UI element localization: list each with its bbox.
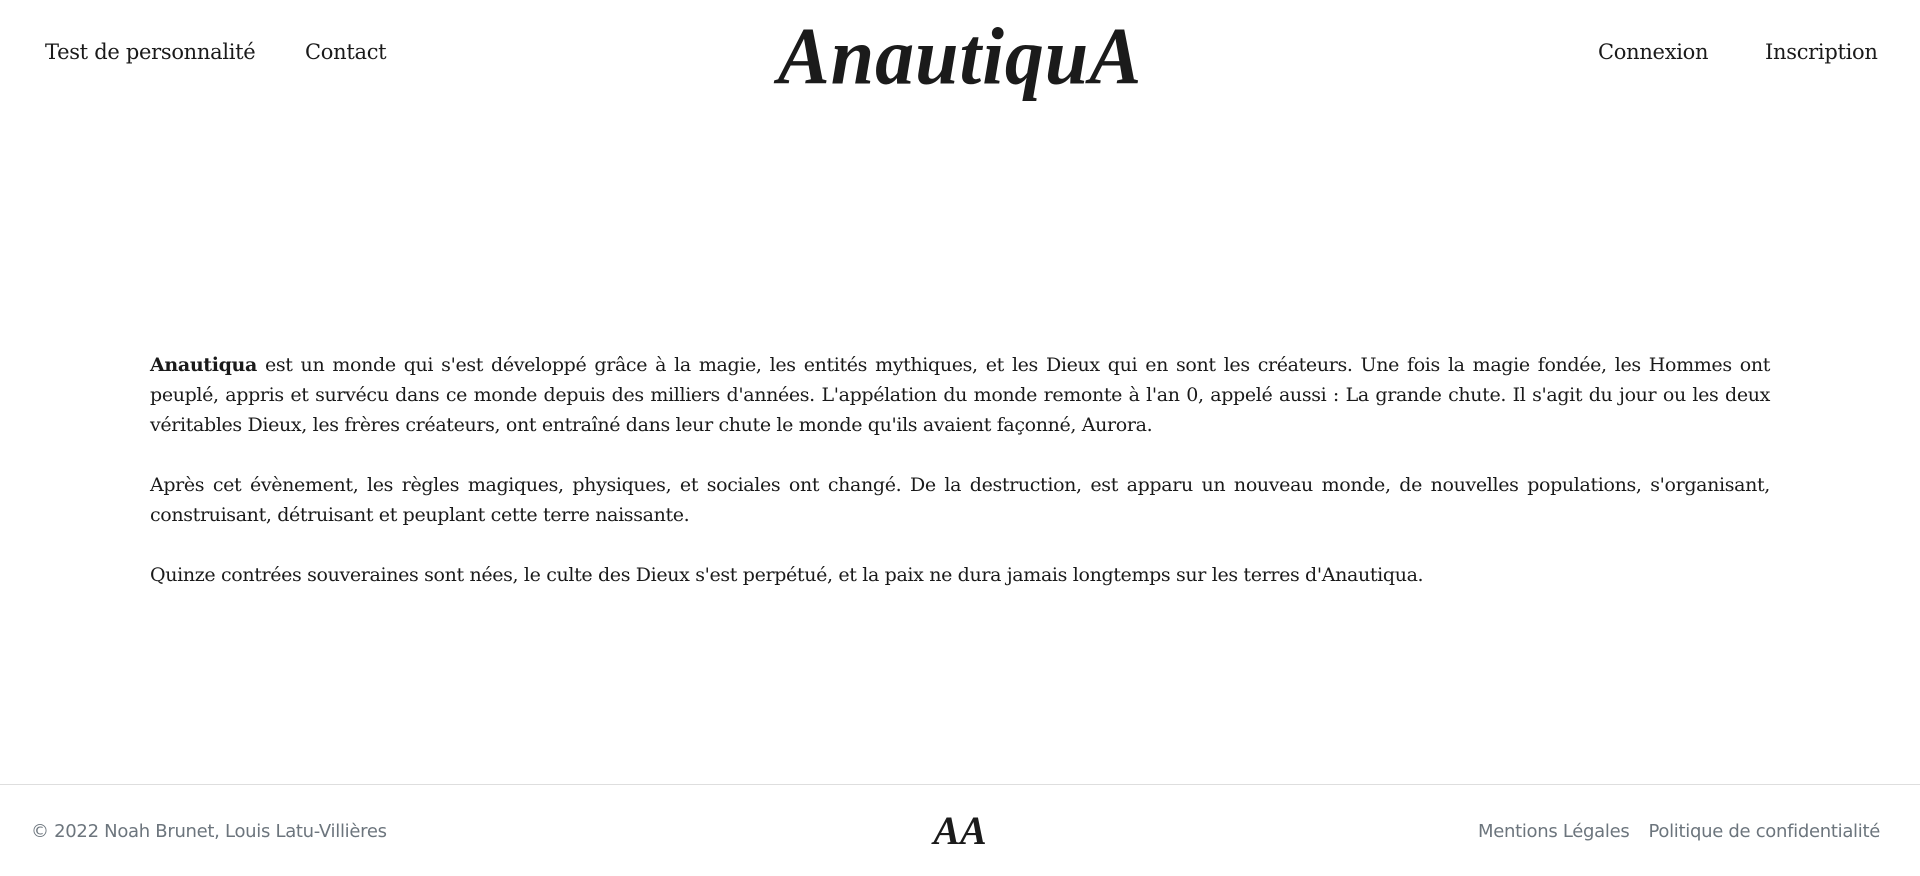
footer-link-legal-notice[interactable]: Mentions Légales [1477, 821, 1630, 842]
footer-link-privacy-policy[interactable]: Politique de confidentialité [1648, 821, 1880, 842]
intro-paragraph-text: est un monde qui s'est développé grâce à la magie, les entités mythiques, et les Dieux qui en sont les créateurs. Une fois la magie fondée, les Hommes ont peuplé, appris et survécu dans ce monde depuis des milliers d'années. L'appélation du monde remonte à l'an 0, appelé aussi : La grande chute. Il s'agit du jour ou les deux véritables Dieux, les frères créateurs, ont entraîné dans leur chute le monde qu'ils avaient façonné, Aurora. [150, 354, 1770, 436]
nav-link-login[interactable]: Connexion [1598, 40, 1709, 64]
intro-paragraph [150, 350, 1770, 440]
site-logo[interactable] [777, 9, 1143, 102]
footer-logo-monogram: AA [933, 808, 987, 853]
site-footer [0, 785, 1920, 876]
nav-link-signup[interactable]: Inscription [1765, 40, 1878, 64]
footer-logo[interactable] [933, 808, 987, 853]
copyright-text: © 2022 Noah Brunet, Louis Latu-Villières [31, 821, 387, 842]
nav-link-contact[interactable]: Contact [305, 40, 387, 64]
history-paragraph: Après cet évènement, les règles magiques, physiques, et sociales ont changé. De la destruction, est apparu un nouveau monde, de nouvelles populations, s'organisant, construisant, détruisant et peuplant cette terre naissante. [150, 474, 1770, 526]
realms-paragraph: Quinze contrées souveraines sont nées, le culte des Dieux s'est perpétué, et la paix ne dura jamais longtemps sur les terres d'Anautiqua. [150, 564, 1424, 586]
nav-link-personality-test[interactable]: Test de personnalité [45, 40, 256, 64]
intro-bold-lead: Anautiqua [150, 354, 257, 376]
site-header [0, 0, 1920, 110]
logo-text: AnautiquA [777, 9, 1143, 102]
main-content [150, 350, 1770, 620]
footer-links [1478, 821, 1880, 842]
